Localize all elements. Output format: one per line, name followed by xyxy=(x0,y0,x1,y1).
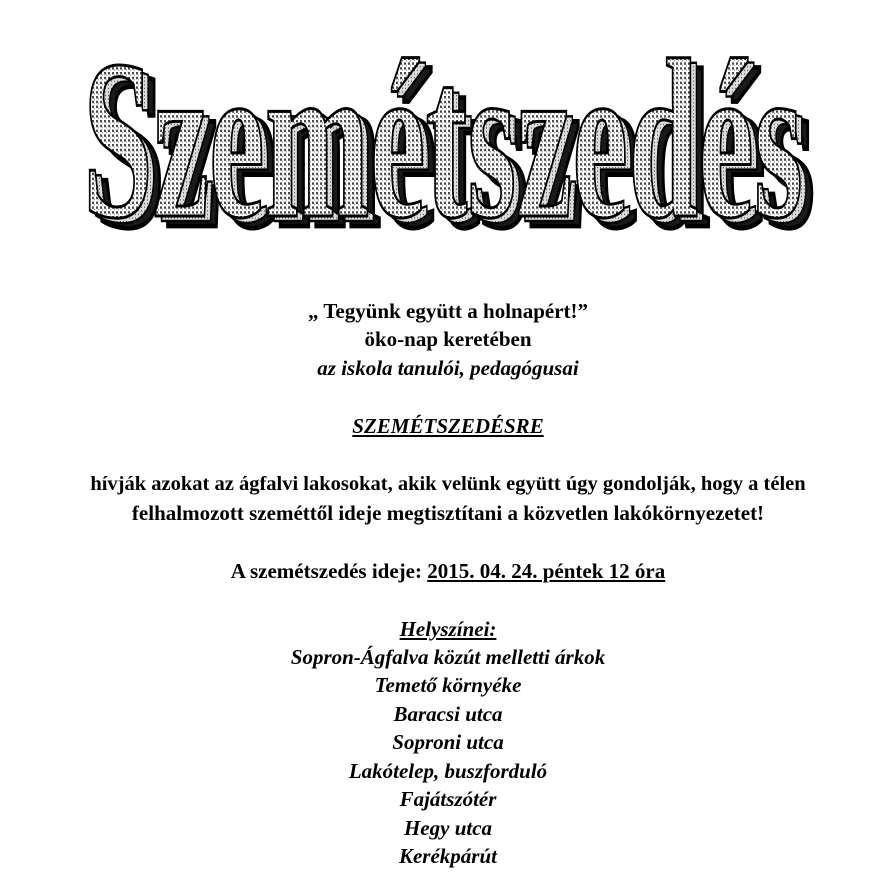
call-heading: SZEMÉTSZEDÉSRE xyxy=(352,414,544,438)
motto-line: „ Tegyünk együtt a holnapért!” xyxy=(307,299,589,323)
headline-extrusion: Szemétszedés xyxy=(89,18,810,258)
invite-line-2: felhalmozott szeméttől ideje megtisztítani a közvetlen lakókörnyezetet! xyxy=(131,501,765,525)
location-item: Soproni utca xyxy=(392,730,504,754)
location-item: Lakótelep, buszforduló xyxy=(348,759,548,783)
time-value: 2015. 04. 24. péntek 12 óra xyxy=(427,559,666,583)
location-item: Fajátszótér xyxy=(399,787,497,811)
location-item: Sopron-Ágfalva közút melletti árkok xyxy=(290,645,606,669)
location-item: Hegy utca xyxy=(403,816,493,840)
context-line: öko-nap keretében xyxy=(364,327,532,351)
headline-wordart xyxy=(60,8,850,258)
invite-line-1: hívják azokat az ágfalvi lakosokat, akik velünk együtt úgy gondolják, hogy a télen xyxy=(90,473,806,495)
time-line xyxy=(0,557,896,585)
headline-face: Szemétszedés xyxy=(82,13,803,258)
location-item: Kerékpárút xyxy=(398,844,497,868)
locations-heading: Helyszínei: xyxy=(399,617,497,641)
location-item: Baracsi utca xyxy=(393,702,503,726)
organizers-line: az iskola tanulói, pedagógusai xyxy=(317,356,579,380)
location-item: Temető környéke xyxy=(374,673,522,697)
time-label: A szemétszedés ideje: xyxy=(230,559,428,583)
headline-shadow: Szemétszedés xyxy=(94,23,815,258)
